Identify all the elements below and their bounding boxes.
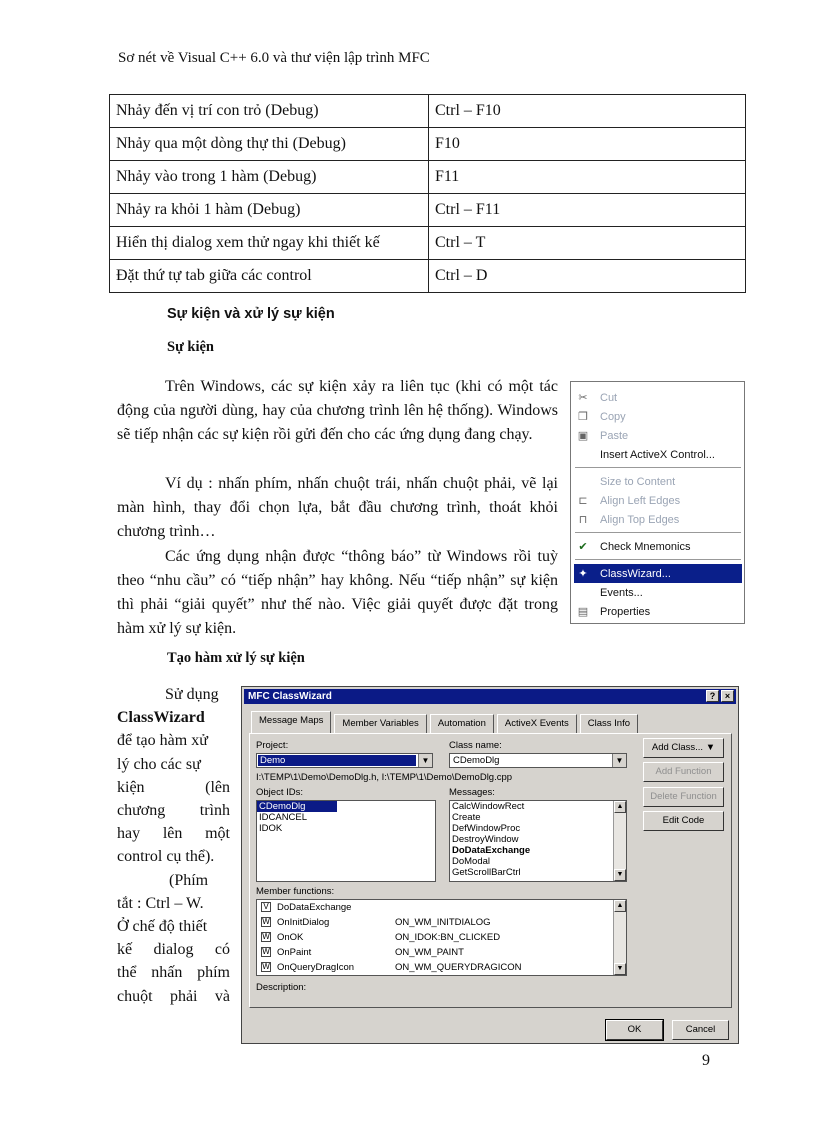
list-item[interactable]: CDemoDlg: [257, 801, 337, 812]
running-header: Sơ nét về Visual C++ 6.0 và thư viện lập trình MFC: [118, 50, 430, 66]
dialog-title-text: MFC ClassWizard: [248, 691, 332, 702]
menu-item-align-top[interactable]: ⊓ Align Top Edges: [574, 510, 742, 529]
align-top-icon: ⊓: [578, 514, 588, 526]
narrow-text-column: [117, 683, 230, 1008]
menu-separator: [575, 559, 741, 561]
dropdown-arrow-icon: ▼: [418, 754, 432, 767]
menu-item-events[interactable]: Events...: [600, 586, 643, 599]
windows-message-flag-icon: W: [262, 932, 270, 941]
menu-item-insert-activex[interactable]: Insert ActiveX Control...: [600, 448, 715, 461]
scroll-down-icon[interactable]: ▼: [614, 869, 626, 881]
list-item[interactable]: Create: [452, 812, 481, 823]
list-item[interactable]: DoModal: [452, 856, 491, 867]
shortcut-key: F10: [429, 128, 746, 161]
paragraph-events: Trên Windows, các sự kiện xảy ra liên tục (khi có một tác động của người dùng, hay của chương trình lên hệ thống). Windows sẽ tiếp nhận các sự kiện rồi gửi đến cho các ứng dụng đang chạy.: [117, 378, 558, 443]
text-line: (Phím: [169, 871, 209, 889]
scissors-icon: ✂: [578, 392, 588, 404]
class-name-combo[interactable]: [449, 753, 627, 768]
project-combo[interactable]: [256, 753, 433, 768]
edit-code-button[interactable]: Edit Code: [643, 811, 724, 831]
list-item[interactable]: IDCANCEL: [259, 812, 308, 823]
scroll-down-icon[interactable]: ▼: [614, 963, 626, 975]
table-row[interactable]: [257, 960, 626, 975]
table-row: [110, 227, 746, 260]
menu-item-classwizard[interactable]: ✦ ClassWizard...: [574, 564, 742, 583]
scroll-up-icon[interactable]: ▲: [614, 900, 626, 912]
paragraph-handling: Các ứng dụng nhận được “thông báo” từ Windows rồi tuỳ theo “nhu cầu” có “tiếp nhận” hay không. Nếu “tiếp nhận” sự kiện thì phải “giải quyết” như thế nào. Việc giải quyết được đặt trong hàm xử lý sự kiện.: [117, 548, 558, 637]
tab-member-variables[interactable]: Member Variables: [334, 714, 426, 733]
member-functions-label: Member functions:: [256, 886, 335, 897]
text-line: kiện (lên: [117, 778, 230, 796]
menu-separator: [575, 532, 741, 534]
text-line: để tạo hàm xử: [117, 732, 208, 750]
shortcut-action: Nhảy đến vị trí con trỏ (Debug): [110, 95, 429, 128]
table-row: [110, 161, 746, 194]
subsection-event: Sự kiện: [167, 339, 214, 355]
list-item[interactable]: CalcWindowRect: [452, 801, 525, 812]
dialog-title: [244, 689, 736, 704]
scroll-up-icon[interactable]: ▲: [614, 801, 626, 813]
member-functions-scrollbar[interactable]: [613, 900, 626, 975]
text-line: hay lên một: [117, 825, 230, 843]
project-label: Project:: [256, 740, 289, 751]
table-row[interactable]: [257, 930, 626, 945]
close-button[interactable]: ×: [721, 690, 734, 702]
add-class-label: Add Class...: [651, 742, 704, 753]
help-button[interactable]: ?: [706, 690, 719, 702]
menu-item-size-to-content[interactable]: Size to Content: [600, 475, 676, 488]
menu-item-check-mnemonics[interactable]: ✔ Check Mnemonics: [574, 537, 742, 556]
text-line: lý cho các sự: [117, 755, 201, 773]
class-name-value: CDemoDlg: [453, 755, 500, 766]
shortcut-key: Ctrl – D: [429, 260, 746, 293]
table-row[interactable]: [257, 945, 626, 960]
ok-button[interactable]: OK: [606, 1020, 663, 1040]
message-maps-panel: [249, 733, 732, 1008]
function-name: OnQueryDragIcon: [277, 962, 355, 973]
wizard-icon: ✦: [578, 568, 588, 580]
dropdown-arrow-icon: ▼: [612, 754, 626, 767]
function-message: ON_WM_QUERYDRAGICON: [395, 962, 522, 973]
add-class-button[interactable]: [643, 738, 724, 758]
properties-icon: ▤: [577, 606, 589, 618]
shortcut-key: Ctrl – F10: [429, 95, 746, 128]
project-value: Demo: [258, 755, 416, 766]
list-item[interactable]: IDOK: [259, 823, 283, 834]
class-name-label: Class name:: [449, 740, 502, 751]
text-line: tắt : Ctrl – W.: [117, 894, 204, 912]
object-ids-label: Object IDs:: [256, 787, 303, 798]
section-title: Sự kiện và xử lý sự kiện: [167, 306, 335, 322]
cancel-button[interactable]: Cancel: [672, 1020, 729, 1040]
check-icon: ✔: [578, 541, 588, 553]
align-left-icon: ⊏: [578, 495, 588, 507]
paste-icon: ▣: [577, 430, 589, 442]
list-item[interactable]: DefWindowProc: [452, 823, 521, 834]
table-row[interactable]: [257, 900, 626, 915]
messages-scrollbar[interactable]: [613, 801, 626, 881]
member-functions-list[interactable]: [256, 899, 627, 976]
copy-icon: ❐: [578, 411, 588, 423]
menu-separator: [575, 467, 741, 469]
text-line: thể nhấn phím: [117, 964, 230, 982]
table-row: [110, 260, 746, 293]
function-message: ON_IDOK:BN_CLICKED: [395, 932, 501, 943]
function-name: OnOK: [277, 932, 304, 943]
page-number: 9: [702, 1052, 710, 1069]
table-row: [110, 95, 746, 128]
shortcut-action: Hiển thị dialog xem thử ngay khi thiết kế: [110, 227, 429, 260]
paragraph-examples: Ví dụ : nhấn phím, nhấn chuột trái, nhấn chuột phải, vẽ lại màn hình, thay đổi chọn lựa, bắt đầu chương trình, thoát khỏi chương trình…: [117, 475, 558, 540]
text-line: ClassWizard: [117, 709, 205, 727]
tab-message-maps[interactable]: Message Maps: [251, 711, 331, 733]
delete-function-button[interactable]: Delete Function: [643, 787, 724, 807]
function-name: OnInitDialog: [277, 917, 330, 928]
shortcut-action: Nhảy vào trong 1 hàm (Debug): [110, 161, 429, 194]
tab-activex-events[interactable]: ActiveX Events: [497, 714, 577, 733]
list-item[interactable]: DestroyWindow: [452, 834, 519, 845]
menu-item-align-left[interactable]: ⊏ Align Left Edges: [574, 491, 742, 510]
text-line: Ở chế độ thiết: [117, 918, 208, 936]
tab-class-info[interactable]: Class Info: [580, 714, 638, 733]
text-line: kế dialog có: [117, 941, 230, 959]
function-message: ON_WM_INITDIALOG: [395, 917, 491, 928]
windows-message-flag-icon: W: [262, 962, 270, 971]
text-line: chuột phải và: [117, 987, 230, 1005]
menu-item-cut[interactable]: ✂ Cut: [574, 388, 742, 407]
table-row: [110, 128, 746, 161]
table-row: [110, 194, 746, 227]
shortcut-action: Nhảy qua một dòng thự thi (Debug): [110, 128, 429, 161]
windows-message-flag-icon: W: [262, 947, 270, 956]
text-line: chương trình: [117, 802, 230, 820]
tab-automation[interactable]: Automation: [430, 714, 494, 733]
add-function-button[interactable]: Add Function: [643, 762, 724, 782]
function-name: OnPaint: [277, 947, 312, 958]
classwizard-dialog: [241, 686, 739, 1044]
tab-strip: [251, 714, 641, 733]
menu-item-properties[interactable]: ▤ Properties: [574, 602, 742, 621]
messages-label: Messages:: [449, 787, 495, 798]
object-ids-list[interactable]: [256, 800, 436, 882]
menu-item-copy[interactable]: ❐ Copy: [574, 407, 742, 426]
text-line: Sử dụng: [165, 686, 219, 703]
virtual-flag-icon: V: [261, 902, 271, 912]
table-row[interactable]: [257, 915, 626, 930]
shortcut-action: Nhảy ra khỏi 1 hàm (Debug): [110, 194, 429, 227]
function-name: DoDataExchange: [277, 902, 352, 913]
function-message: ON_WM_PAINT: [395, 947, 464, 958]
file-path: I:\TEMP\1\Demo\DemoDlg.h, I:\TEMP\1\Demo\DemoDlg.cpp: [256, 772, 513, 783]
shortcut-key: Ctrl – T: [429, 227, 746, 260]
context-menu: [570, 381, 745, 624]
text-line: control cụ thể).: [117, 848, 215, 866]
description-label: Description:: [256, 982, 307, 993]
shortcut-action: Đặt thứ tự tab giữa các control: [110, 260, 429, 293]
subsection-create-handler: Tạo hàm xử lý sự kiện: [167, 650, 305, 666]
shortcut-table: [109, 94, 746, 293]
shortcut-key: F11: [429, 161, 746, 194]
shortcut-key: Ctrl – F11: [429, 194, 746, 227]
windows-message-flag-icon: W: [262, 917, 270, 926]
menu-item-paste[interactable]: ▣ Paste: [574, 426, 742, 445]
chevron-down-icon: ▼: [705, 742, 716, 753]
list-item[interactable]: DoDataExchange: [452, 845, 531, 856]
messages-list[interactable]: [449, 800, 627, 882]
list-item[interactable]: GetScrollBarCtrl: [452, 867, 521, 878]
